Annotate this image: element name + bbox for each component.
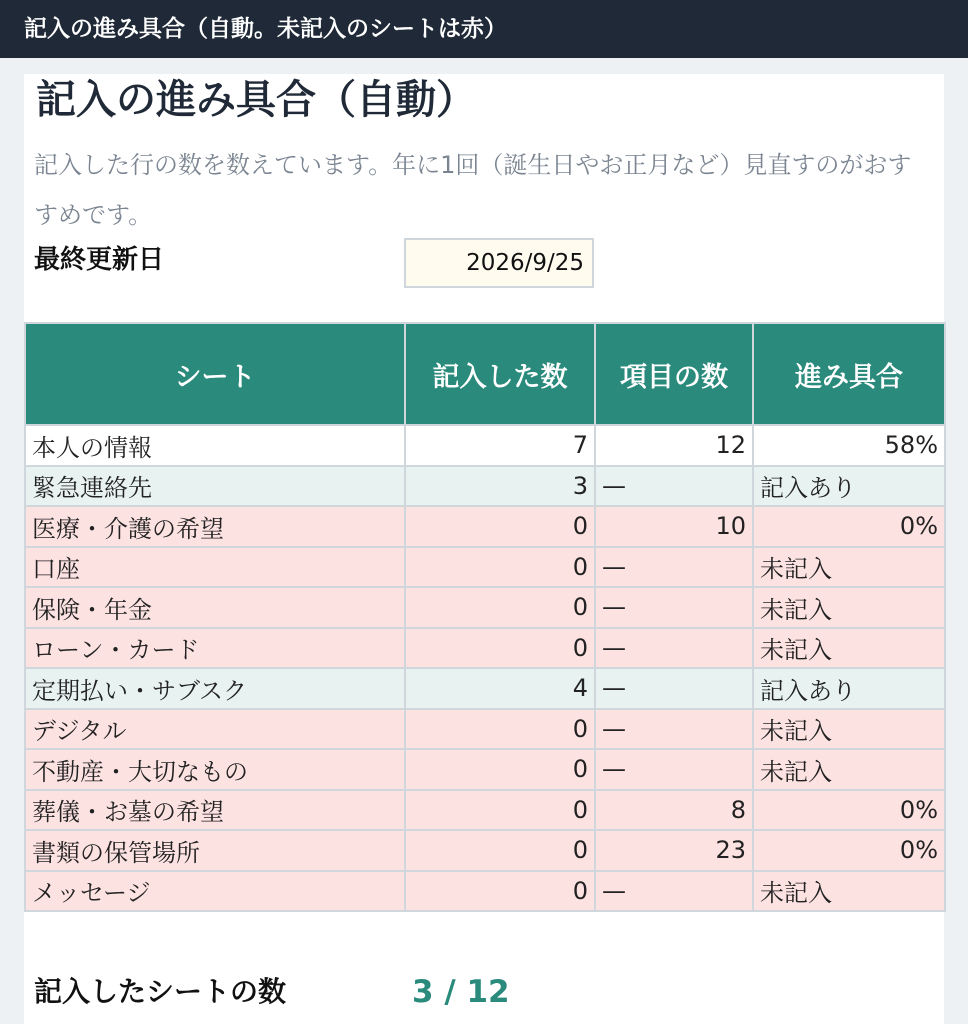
- cell-entered-count[interactable]: 0: [405, 749, 595, 790]
- cell-sheet-name[interactable]: 書類の保管場所: [25, 830, 405, 871]
- cell-progress[interactable]: 未記入: [753, 628, 945, 669]
- table-row: [25, 668, 945, 709]
- cell-item-count[interactable]: —: [595, 668, 753, 709]
- last-updated-cell[interactable]: 2026/9/25: [404, 238, 594, 288]
- table-row: [25, 587, 945, 628]
- table-row: [25, 425, 945, 466]
- cell-progress[interactable]: 未記入: [753, 547, 945, 588]
- cell-sheet-name[interactable]: メッセージ: [25, 871, 405, 912]
- cell-entered-count[interactable]: 4: [405, 668, 595, 709]
- header-sheet[interactable]: シート: [25, 323, 405, 425]
- cell-item-count[interactable]: —: [595, 709, 753, 750]
- table-row: [25, 871, 945, 912]
- cell-sheet-name[interactable]: 本人の情報: [25, 425, 405, 466]
- table-row: [25, 709, 945, 750]
- cell-progress[interactable]: 0%: [753, 506, 945, 547]
- cell-entered-count[interactable]: 3: [405, 466, 595, 507]
- cell-progress[interactable]: 未記入: [753, 871, 945, 912]
- cell-sheet-name[interactable]: 保険・年金: [25, 587, 405, 628]
- cell-progress[interactable]: 未記入: [753, 749, 945, 790]
- table-row: [25, 506, 945, 547]
- cell-entered-count[interactable]: 0: [405, 709, 595, 750]
- table-row: [25, 547, 945, 588]
- cell-sheet-name[interactable]: デジタル: [25, 709, 405, 750]
- cell-item-count[interactable]: —: [595, 466, 753, 507]
- cell-progress[interactable]: 記入あり: [753, 668, 945, 709]
- cell-sheet-name[interactable]: ローン・カード: [25, 628, 405, 669]
- cell-progress[interactable]: 未記入: [753, 587, 945, 628]
- cell-sheet-name[interactable]: 葬儀・お墓の希望: [25, 790, 405, 831]
- header-items[interactable]: 項目の数: [595, 323, 753, 425]
- cell-item-count[interactable]: 8: [595, 790, 753, 831]
- table-row: [25, 749, 945, 790]
- cell-sheet-name[interactable]: 口座: [25, 547, 405, 588]
- page-description: 記入した行の数を数えています。年に1回（誕生日やお正月など）見直すのがおすすめです。: [34, 151, 912, 229]
- completed-sheets-value: 3 / 12: [412, 974, 510, 1010]
- last-updated-label: 最終更新日: [34, 245, 165, 275]
- header-entered[interactable]: 記入した数: [405, 323, 595, 425]
- cell-progress[interactable]: 記入あり: [753, 466, 945, 507]
- cell-entered-count[interactable]: 0: [405, 628, 595, 669]
- cell-progress[interactable]: 0%: [753, 790, 945, 831]
- cell-progress[interactable]: 0%: [753, 830, 945, 871]
- cell-item-count[interactable]: —: [595, 749, 753, 790]
- cell-entered-count[interactable]: 0: [405, 587, 595, 628]
- header-progress[interactable]: 進み具合: [753, 323, 945, 425]
- page-title: 記入の進み具合（自動）: [36, 77, 476, 123]
- cell-sheet-name[interactable]: 緊急連絡先: [25, 466, 405, 507]
- completed-sheets-label: 記入したシートの数: [34, 975, 287, 1008]
- cell-sheet-name[interactable]: 不動産・大切なもの: [25, 749, 405, 790]
- cell-progress[interactable]: 58%: [753, 425, 945, 466]
- cell-entered-count[interactable]: 0: [405, 506, 595, 547]
- cell-sheet-name[interactable]: 医療・介護の希望: [25, 506, 405, 547]
- table-row: [25, 830, 945, 871]
- cell-entered-count[interactable]: 0: [405, 830, 595, 871]
- cell-item-count[interactable]: 10: [595, 506, 753, 547]
- cell-item-count[interactable]: —: [595, 547, 753, 588]
- table-row: [25, 790, 945, 831]
- cell-progress[interactable]: 未記入: [753, 709, 945, 750]
- progress-table: [24, 322, 946, 912]
- cell-item-count[interactable]: —: [595, 628, 753, 669]
- cell-entered-count[interactable]: 7: [405, 425, 595, 466]
- cell-item-count[interactable]: 12: [595, 425, 753, 466]
- table-row: [25, 628, 945, 669]
- cell-entered-count[interactable]: 0: [405, 547, 595, 588]
- table-row: [25, 466, 945, 507]
- table-header-row: [25, 323, 945, 425]
- window-title: 記入の進み具合（自動。未記入のシートは赤）: [0, 0, 968, 58]
- cell-entered-count[interactable]: 0: [405, 871, 595, 912]
- cell-item-count[interactable]: —: [595, 871, 753, 912]
- cell-item-count[interactable]: —: [595, 587, 753, 628]
- cell-item-count[interactable]: 23: [595, 830, 753, 871]
- sheet-area: [24, 74, 944, 1024]
- cell-sheet-name[interactable]: 定期払い・サブスク: [25, 668, 405, 709]
- cell-entered-count[interactable]: 0: [405, 790, 595, 831]
